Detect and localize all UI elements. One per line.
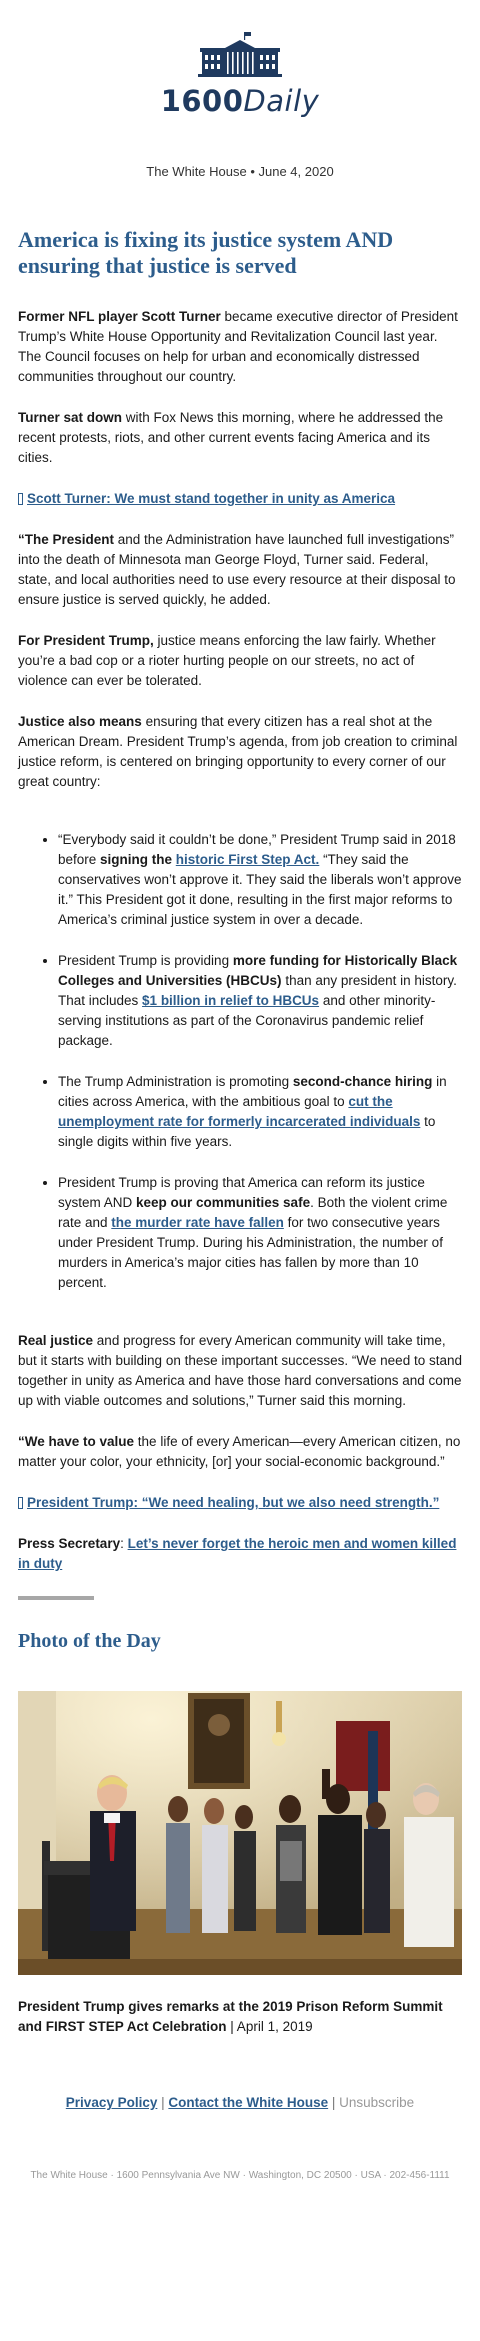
contact-link[interactable]: Contact the White House	[168, 2095, 329, 2110]
hbcu-relief-link[interactable]: $1 billion in relief to HBCUs	[142, 993, 320, 1008]
white-house-logo-icon	[195, 30, 285, 82]
paragraph-interview	[18, 408, 462, 468]
paragraph-text: and progress for every American community will take time, but it starts with building on these important successes. “We need to stand together in unity as America and have those hard conversations and come up with viable outcomes and solutions,” Turner said this morning.	[18, 1333, 462, 1408]
article-body	[0, 227, 480, 2195]
video-link-turner[interactable]	[18, 489, 462, 509]
play-icon	[18, 1497, 23, 1509]
lead-bold: Justice also means	[18, 714, 142, 729]
caption-date: | April 1, 2019	[226, 2019, 313, 2034]
lead-bold: “The President	[18, 532, 115, 547]
privacy-policy-link[interactable]: Privacy Policy	[65, 2095, 158, 2110]
accomplishments-list	[18, 830, 462, 1293]
unsubscribe-link[interactable]: Unsubscribe	[339, 2095, 415, 2110]
unemployment-goal-link[interactable]: cut the unemployment rate for formerly incarcerated individuals	[58, 1094, 421, 1129]
play-icon	[18, 493, 23, 505]
footer-address: The White House · 1600 Pennsylvania Ave NW · Washington, DC 20500 · USA · 202-456-1111	[30, 2170, 450, 2181]
brand-wordmark	[0, 84, 480, 118]
section-divider	[18, 1596, 94, 1600]
lead-bold: “We have to value	[18, 1434, 135, 1449]
footer-separator: |	[328, 2095, 340, 2110]
photo-heading: Photo of the Day	[18, 1630, 161, 1652]
paragraph-investigation	[18, 530, 462, 610]
paragraph-text: the life of every American—every American citizen, no matter your color, your ethnicity, [or] your social-economic background.”	[18, 1434, 461, 1469]
press-secretary-link[interactable]: Let’s never forget the heroic men and women killed in duty	[18, 1536, 457, 1571]
lead-bold: Turner sat down	[18, 410, 123, 425]
murder-rate-link[interactable]: the murder rate have fallen	[111, 1215, 284, 1230]
paragraph-text: became executive director of President Trump’s White House Opportunity and Revitalization Council last year. The Council focuses on help for urban and economically distressed communities throughout our country.	[18, 309, 458, 384]
footer-separator: |	[157, 2095, 169, 2110]
press-label: Press Secretary	[18, 1536, 121, 1551]
list-item: • The Trump Administration is promoting second-chance hiring in cities across America, with the ambitious goal to cut the unemployment rate for formerly incarcerated individuals to single digits within five years.	[58, 1072, 462, 1152]
header	[0, 0, 480, 179]
article-title: America is fixing its justice system AND ensuring that justice is served	[18, 227, 394, 278]
photo-image-icon	[18, 1691, 462, 1975]
paragraph-text: justice means enforcing the law fairly. Whether you’re a bad cop or a rioter hurting people on our streets, no act of violence can ever be tolerated.	[18, 633, 436, 688]
paragraph-justice	[18, 631, 462, 691]
paragraph-text: and the Administration have launched full investigations” into the death of Minnesota man George Floyd, Turner said. Federal, state, and local authorities need to use every resource at their disposal to ensure justice is served quickly, he added.	[18, 532, 456, 607]
photo-of-the-day	[18, 1691, 462, 1975]
date-line: The White House • June 4, 2020	[146, 164, 334, 179]
paragraph-value	[18, 1432, 462, 1472]
list-item: • President Trump is providing more funding for Historically Black Colleges and Universities (HBCUs) than any president in history. That includes $1 billion in relief to HBCUs and other minority-serving institutions as part of the Coronavirus pandemic relief package.	[58, 951, 462, 1051]
paragraph-text: with Fox News this morning, where he addressed the recent protests, riots, and other current events facing America and its cities.	[18, 410, 444, 465]
list-item: • “Everybody said it couldn’t be done,” President Trump said in 2018 before signing the historic First Step Act. “They said the conservatives won’t approve it. They said the liberals won’t approve it.” This President got it done, resulting in the first major reforms to America’s criminal justice system in over a decade.	[58, 830, 462, 930]
paragraph-progress	[18, 1331, 462, 1411]
footer-links	[18, 2095, 462, 2110]
video-link-trump[interactable]	[18, 1493, 462, 1513]
paragraph-opportunity	[18, 712, 462, 792]
video-link-text[interactable]: President Trump: “We need healing, but we also need strength.”	[27, 1495, 440, 1510]
first-step-act-link[interactable]: historic First Step Act.	[175, 852, 320, 867]
video-link-text[interactable]: Scott Turner: We must stand together in unity as America	[27, 491, 396, 506]
lead-bold: Former NFL player Scott Turner	[18, 309, 221, 324]
caption-bold: President Trump gives remarks at the 2019 Prison Reform Summit and FIRST STEP Act Celebration	[18, 1999, 443, 2034]
paragraph-intro	[18, 307, 462, 387]
lead-bold: Real justice	[18, 1333, 94, 1348]
paragraph-text: ensuring that every citizen has a real shot at the American Dream. President Trump’s agenda, from job creation to criminal justice reform, is centered on bringing opportunity to every corner of our great country:	[18, 714, 458, 789]
press-secretary-line: Press Secretary: Let’s never forget the heroic men and women killed in duty	[18, 1536, 457, 1571]
brand-number: 1600	[160, 84, 244, 118]
brand-word: Daily	[243, 84, 320, 118]
lead-bold: For President Trump,	[18, 633, 154, 648]
list-item: • President Trump is proving that America can reform its justice system AND keep our communities safe. Both the violent crime rate and the murder rate have fallen for two consecutive years under President Trump. During his Administration, the number of murders in America’s major cities has fallen by more than 10 percent.	[58, 1173, 462, 1293]
photo-caption	[18, 1997, 462, 2037]
